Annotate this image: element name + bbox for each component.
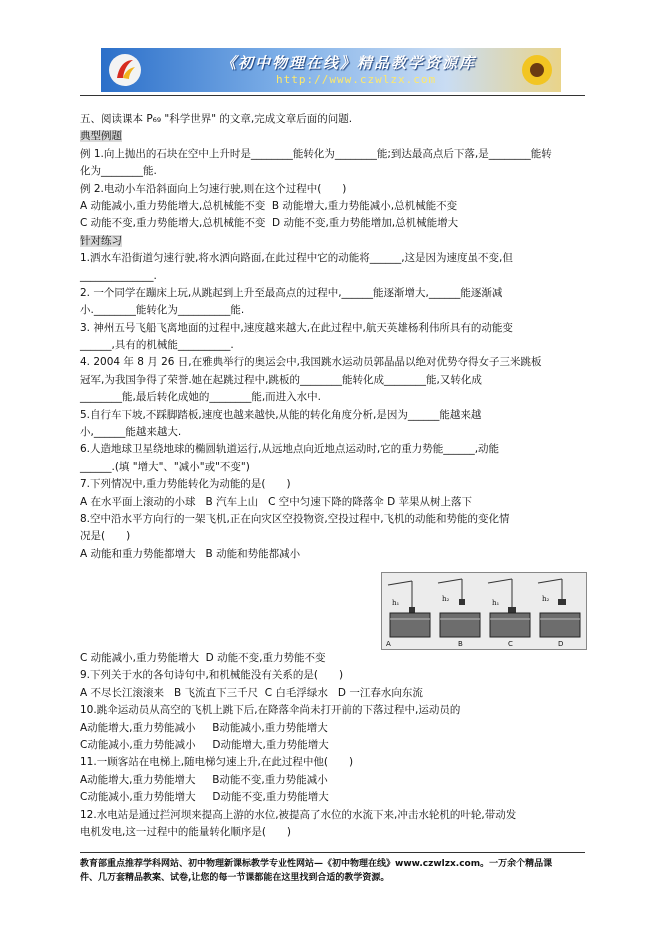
document-body-continued	[80, 650, 585, 841]
text-line: 5.自行车下坡,不踩脚踏板,速度也越来越快,从能的转化角度分析,是因为______能越来越	[80, 408, 482, 421]
figure-h-label: h₁	[492, 599, 500, 607]
page-footer	[80, 857, 585, 885]
text-line: 9.下列关于水的各句诗句中,和机械能没有关系的是( )	[80, 669, 344, 682]
option-line: A 不尽长江滚滚来 B 飞流直下三千尺 C 白毛浮绿水 D 一江春水向东流	[80, 686, 423, 699]
footer-line: 教育部重点推荐学科网站、初中物理新课标教学专业性网站—《初中物理在线》www.czwlzx.com。一万余个精品课	[80, 859, 553, 869]
text-line: 12.水电站是通过拦河坝来提高上游的水位,被提高了水位的水流下来,冲击水轮机的叶轮,带动发	[80, 808, 517, 821]
text-line: 例 2.电动小车沿斜面向上匀速行驶,则在这个过程中( )	[80, 182, 347, 195]
footer-line: 件、几万套精品教案、试卷,让您的每一节课都能在这里找到合适的教学资源。	[80, 873, 390, 883]
text-line: 3. 神州五号飞船飞离地面的过程中,速度越来越大,在此过程中,航天英雄杨利伟所具有的动能变	[80, 321, 513, 334]
text-line: ______________.	[80, 269, 157, 282]
text-line: 冠军,为我国争得了荣誉.她在起跳过程中,跳板的________能转化成________能,又转化成	[80, 373, 482, 386]
option-line: C 动能不变,重力势能增大,总机械能不变 D 动能不变,重力势能增加,总机械能增大	[80, 217, 459, 230]
text-line: 电机发电,这一过程中的能量转化顺序是( )	[80, 825, 292, 838]
text-line: 11.一顾客站在电梯上,随电梯匀速上升,在此过程中他( )	[80, 756, 354, 769]
text-line: 况是( )	[80, 530, 131, 543]
banner-url[interactable]: http://www.czwlzx.com	[276, 73, 437, 86]
text-line: 五、阅读课本 P₆₉ "科学世界" 的文章,完成文章后面的问题.	[80, 113, 353, 125]
option-line: C动能减小,重力势能减小 D动能增大,重力势能增大	[80, 738, 329, 751]
text-line: 化为________能.	[80, 165, 157, 178]
document-body	[80, 111, 585, 563]
text-line: 2. 一个同学在蹦床上玩,从跳起到上升至最高点的过程中,______能逐渐增大,______能逐渐减	[80, 286, 503, 299]
header-rule	[80, 95, 585, 96]
figure-h-label: h₂	[542, 595, 550, 603]
sunflower-icon	[519, 52, 555, 88]
text-line: ______,具有的机械能__________.	[80, 339, 234, 352]
logo-icon	[107, 52, 143, 88]
figure-panel-label: D	[558, 640, 564, 648]
text-line: ______.(填 "增大"、"减小"或"不变")	[80, 460, 250, 473]
section-heading-examples: 典型例题	[80, 130, 122, 143]
banner-title: 《初中物理在线》精品教学资源库	[221, 54, 477, 72]
text-line: 6.人造地球卫星绕地球的椭圆轨道运行,从远地点向近地点运动时,它的重力势能______,动能	[80, 443, 500, 456]
option-line: A动能增大,重力势能减小 B动能减小,重力势能增大	[80, 721, 328, 734]
option-line: A 动能减小,重力势能增大,总机械能不变 B 动能增大,重力势能减小,总机械能不变	[80, 199, 458, 212]
footer-rule	[80, 852, 585, 853]
option-line: A 在水平面上滚动的小球 B 汽车上山 C 空中匀速下降的降落伞 D 苹果从树上落下	[80, 495, 473, 508]
text-line: 1.洒水车沿街道匀速行驶,将水洒向路面,在此过程中它的动能将______,这是因为速度虽不变,但	[80, 252, 513, 265]
figure-panel-label: A	[386, 640, 391, 648]
header-banner	[101, 48, 561, 92]
figure-panel-label: B	[458, 640, 463, 648]
section-heading-practice: 针对练习	[80, 234, 122, 247]
option-line: C 动能减小,重力势能增大 D 动能不变,重力势能不变	[80, 652, 326, 664]
text-line: ________能,最后转化成她的________能,而进入水中.	[80, 391, 322, 404]
option-line: A动能增大,重力势能增大 B动能不变,重力势能减小	[80, 773, 328, 786]
text-line: 小,______能越来越大.	[80, 426, 182, 439]
text-line: 4. 2004 年 8 月 26 日,在雅典举行的奥运会中,我国跳水运动员郭晶晶以绝对优势夺得女子三米跳板	[80, 356, 542, 369]
text-line: 10.跳伞运动员从高空的飞机上跳下后,在降落伞尚未打开前的下落过程中,运动员的	[80, 704, 461, 717]
text-line: 例 1.向上抛出的石块在空中上升时是________能转化为________能;到达最高点后下落,是________能转	[80, 147, 552, 160]
text-line: 7.下列情况中,重力势能转化为动能的是( )	[80, 478, 291, 491]
experiment-figure	[381, 572, 587, 650]
figure-h-label: h₂	[442, 595, 450, 603]
figure-h-label: h₁	[392, 599, 400, 607]
figure-panel-label: C	[508, 640, 513, 648]
text-line: 小.________能转化为__________能.	[80, 304, 245, 317]
option-line: A 动能和重力势能都增大 B 动能和势能都减小	[80, 547, 301, 560]
text-line: 8.空中沿水平方向行的一架飞机,正在向灾区空投物资,空投过程中,飞机的动能和势能的变化情	[80, 512, 510, 525]
option-line: C动能减小,重力势能增大 D动能不变,重力势能增大	[80, 791, 329, 804]
